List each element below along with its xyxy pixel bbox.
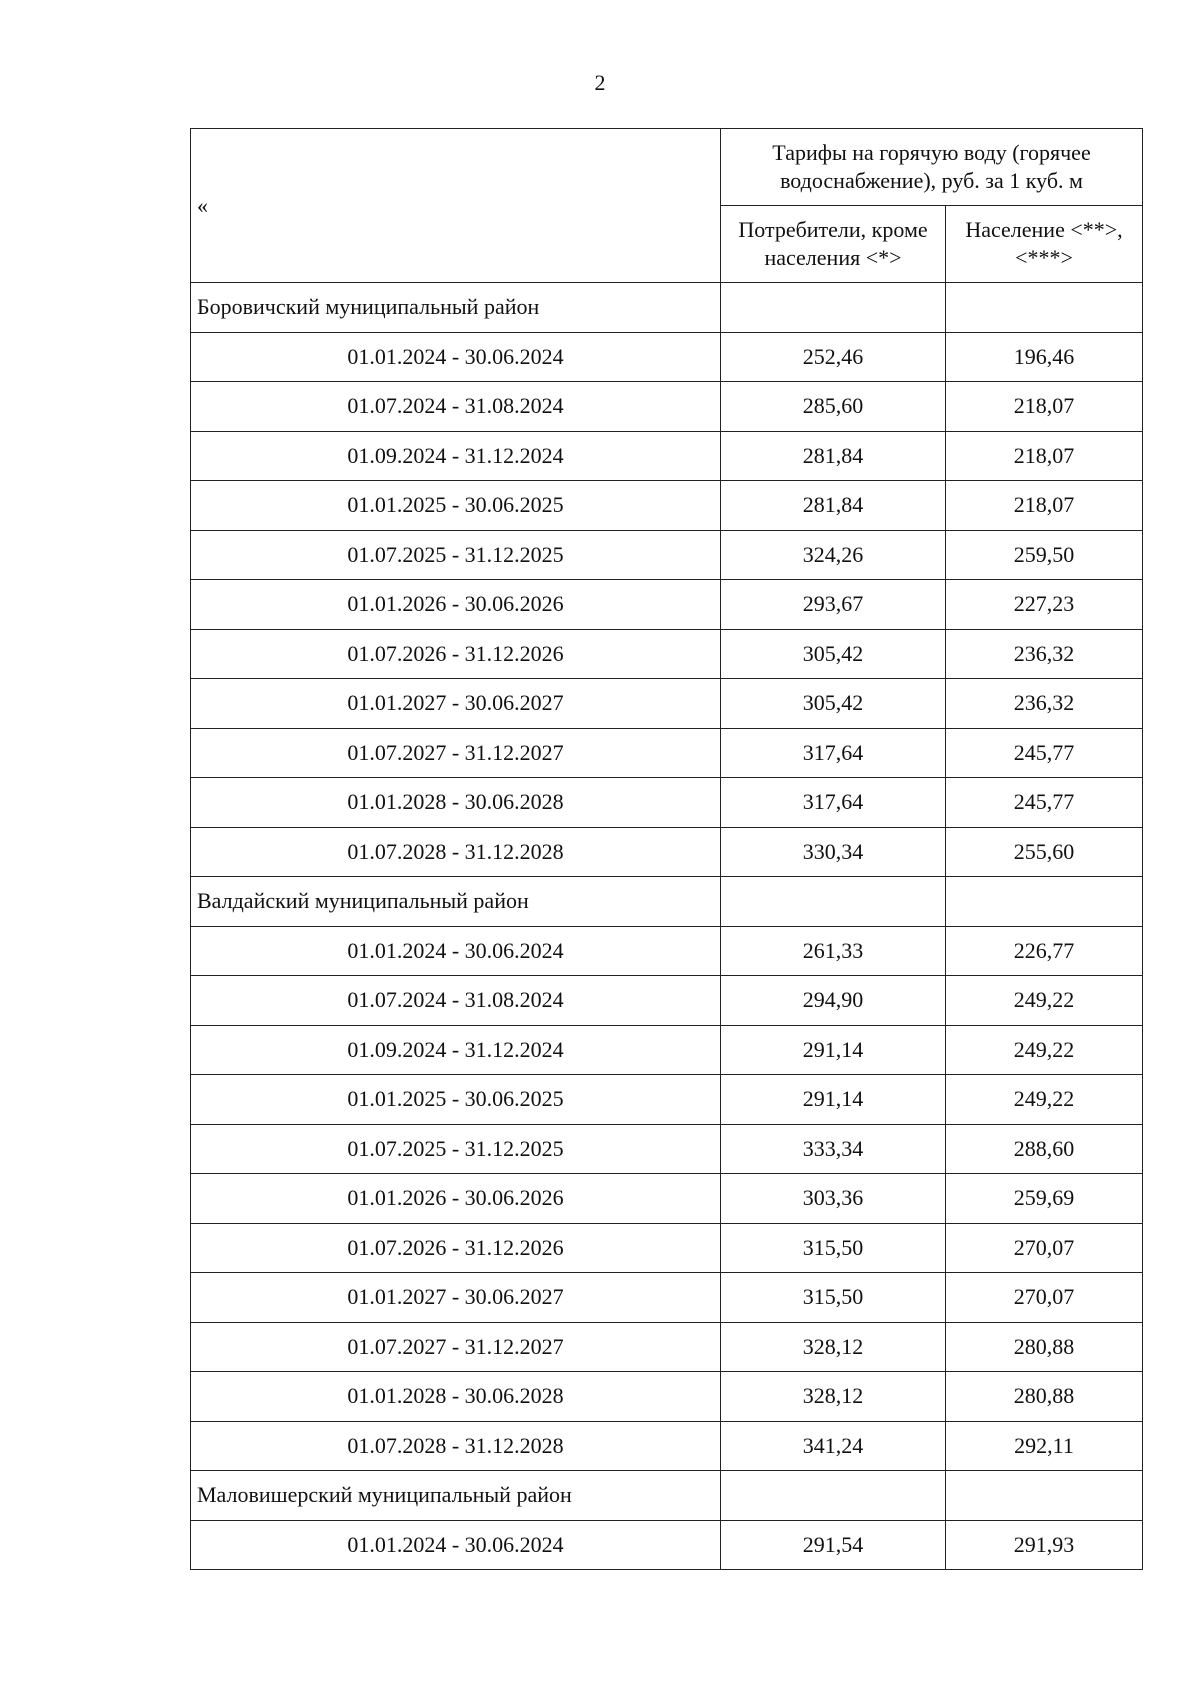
- period-cell: 01.01.2027 - 30.06.2027: [191, 1273, 721, 1323]
- non-population-tariff-cell: 305,42: [721, 679, 946, 729]
- non-population-tariff-cell: 291,14: [721, 1075, 946, 1125]
- table-header: [191, 129, 1143, 283]
- non-population-tariff-cell: 261,33: [721, 926, 946, 976]
- district-row: [191, 1471, 1143, 1521]
- population-tariff-cell: 280,88: [946, 1322, 1143, 1372]
- non-population-tariff-cell: 330,34: [721, 827, 946, 877]
- district-name: Маловишерский муниципальный район: [191, 1471, 721, 1521]
- population-tariff-cell: 249,22: [946, 1025, 1143, 1075]
- non-population-tariff-cell: 293,67: [721, 580, 946, 630]
- table-row: [191, 1520, 1143, 1570]
- period-cell: 01.01.2025 - 30.06.2025: [191, 481, 721, 531]
- table-row: [191, 827, 1143, 877]
- table-row: [191, 926, 1143, 976]
- period-cell: 01.07.2027 - 31.12.2027: [191, 1322, 721, 1372]
- period-cell: 01.07.2024 - 31.08.2024: [191, 382, 721, 432]
- period-cell: 01.07.2025 - 31.12.2025: [191, 530, 721, 580]
- non-population-tariff-cell: 291,14: [721, 1025, 946, 1075]
- non-population-tariff-cell: 341,24: [721, 1421, 946, 1471]
- population-tariff-cell: 259,69: [946, 1174, 1143, 1224]
- non-population-tariff-cell: 315,50: [721, 1223, 946, 1273]
- table-row: [191, 1372, 1143, 1422]
- non-population-tariff-cell: 303,36: [721, 1174, 946, 1224]
- table-row: [191, 382, 1143, 432]
- population-tariff-cell: 245,77: [946, 778, 1143, 828]
- population-tariff-cell: 259,50: [946, 530, 1143, 580]
- tariff-group-header: Тарифы на горячую воду (горячее водоснабжение), руб. за 1 куб. м: [721, 129, 1143, 206]
- non-population-tariff-cell: 281,84: [721, 481, 946, 531]
- non-population-tariff-cell: 333,34: [721, 1124, 946, 1174]
- district-name: Валдайский муниципальный район: [191, 877, 721, 927]
- empty-cell: [721, 1471, 946, 1521]
- table-row: [191, 728, 1143, 778]
- period-cell: 01.01.2025 - 30.06.2025: [191, 1075, 721, 1125]
- population-tariff-cell: 291,93: [946, 1520, 1143, 1570]
- table-row: [191, 679, 1143, 729]
- column-header-population: Население <**>, <***>: [946, 206, 1143, 283]
- population-tariff-cell: 249,22: [946, 1075, 1143, 1125]
- population-tariff-cell: 218,07: [946, 382, 1143, 432]
- period-cell: 01.01.2024 - 30.06.2024: [191, 1520, 721, 1570]
- population-tariff-cell: 280,88: [946, 1372, 1143, 1422]
- empty-cell: [721, 877, 946, 927]
- tariff-table: [190, 128, 1143, 1570]
- non-population-tariff-cell: 315,50: [721, 1273, 946, 1323]
- non-population-tariff-cell: 317,64: [721, 778, 946, 828]
- population-tariff-cell: 218,07: [946, 481, 1143, 531]
- non-population-tariff-cell: 285,60: [721, 382, 946, 432]
- population-tariff-cell: 196,46: [946, 332, 1143, 382]
- period-cell: 01.01.2024 - 30.06.2024: [191, 926, 721, 976]
- non-population-tariff-cell: 305,42: [721, 629, 946, 679]
- table-row: [191, 1421, 1143, 1471]
- non-population-tariff-cell: 324,26: [721, 530, 946, 580]
- non-population-tariff-cell: 281,84: [721, 431, 946, 481]
- population-tariff-cell: 227,23: [946, 580, 1143, 630]
- page-number: 2: [594, 70, 606, 95]
- period-cell: 01.01.2026 - 30.06.2026: [191, 1174, 721, 1224]
- table-row: [191, 1322, 1143, 1372]
- non-population-tariff-cell: 317,64: [721, 728, 946, 778]
- table-row: [191, 778, 1143, 828]
- table-body: [191, 283, 1143, 1570]
- period-cell: 01.01.2026 - 30.06.2026: [191, 580, 721, 630]
- period-cell: 01.07.2028 - 31.12.2028: [191, 827, 721, 877]
- non-population-tariff-cell: 291,54: [721, 1520, 946, 1570]
- population-tariff-cell: 236,32: [946, 679, 1143, 729]
- population-tariff-cell: 270,07: [946, 1273, 1143, 1323]
- population-tariff-cell: 255,60: [946, 827, 1143, 877]
- period-cell: 01.07.2025 - 31.12.2025: [191, 1124, 721, 1174]
- district-row: [191, 877, 1143, 927]
- period-cell: 01.07.2028 - 31.12.2028: [191, 1421, 721, 1471]
- column-header-non-population: Потребители, кроме населения <*>: [721, 206, 946, 283]
- period-cell: 01.09.2024 - 31.12.2024: [191, 431, 721, 481]
- corner-mark: «: [197, 192, 208, 218]
- table-row: [191, 580, 1143, 630]
- empty-cell: [946, 283, 1143, 333]
- empty-cell: [721, 283, 946, 333]
- non-population-tariff-cell: 328,12: [721, 1322, 946, 1372]
- empty-cell: [946, 877, 1143, 927]
- period-cell: 01.07.2024 - 31.08.2024: [191, 976, 721, 1026]
- population-tariff-cell: 270,07: [946, 1223, 1143, 1273]
- district-name: Боровичский муниципальный район: [191, 283, 721, 333]
- population-tariff-cell: 218,07: [946, 431, 1143, 481]
- period-cell: 01.07.2026 - 31.12.2026: [191, 1223, 721, 1273]
- population-tariff-cell: 245,77: [946, 728, 1143, 778]
- table-row: [191, 431, 1143, 481]
- population-tariff-cell: 226,77: [946, 926, 1143, 976]
- period-cell: 01.07.2027 - 31.12.2027: [191, 728, 721, 778]
- table-row: [191, 1025, 1143, 1075]
- table-row: [191, 332, 1143, 382]
- table-row: [191, 1124, 1143, 1174]
- period-cell: 01.01.2027 - 30.06.2027: [191, 679, 721, 729]
- table-row: [191, 481, 1143, 531]
- non-population-tariff-cell: 294,90: [721, 976, 946, 1026]
- population-tariff-cell: 249,22: [946, 976, 1143, 1026]
- table-row: [191, 629, 1143, 679]
- empty-cell: [946, 1471, 1143, 1521]
- population-tariff-cell: 288,60: [946, 1124, 1143, 1174]
- period-cell: 01.01.2028 - 30.06.2028: [191, 1372, 721, 1422]
- period-cell: 01.09.2024 - 31.12.2024: [191, 1025, 721, 1075]
- period-cell: 01.07.2026 - 31.12.2026: [191, 629, 721, 679]
- period-cell: 01.01.2028 - 30.06.2028: [191, 778, 721, 828]
- table-row: [191, 1174, 1143, 1224]
- non-population-tariff-cell: 328,12: [721, 1372, 946, 1422]
- population-tariff-cell: 236,32: [946, 629, 1143, 679]
- population-tariff-cell: 292,11: [946, 1421, 1143, 1471]
- table-row: [191, 976, 1143, 1026]
- corner-header-cell: [191, 129, 721, 283]
- district-row: [191, 283, 1143, 333]
- period-cell: 01.01.2024 - 30.06.2024: [191, 332, 721, 382]
- non-population-tariff-cell: 252,46: [721, 332, 946, 382]
- table-row: [191, 1075, 1143, 1125]
- table-row: [191, 1223, 1143, 1273]
- table-row: [191, 530, 1143, 580]
- table-row: [191, 1273, 1143, 1323]
